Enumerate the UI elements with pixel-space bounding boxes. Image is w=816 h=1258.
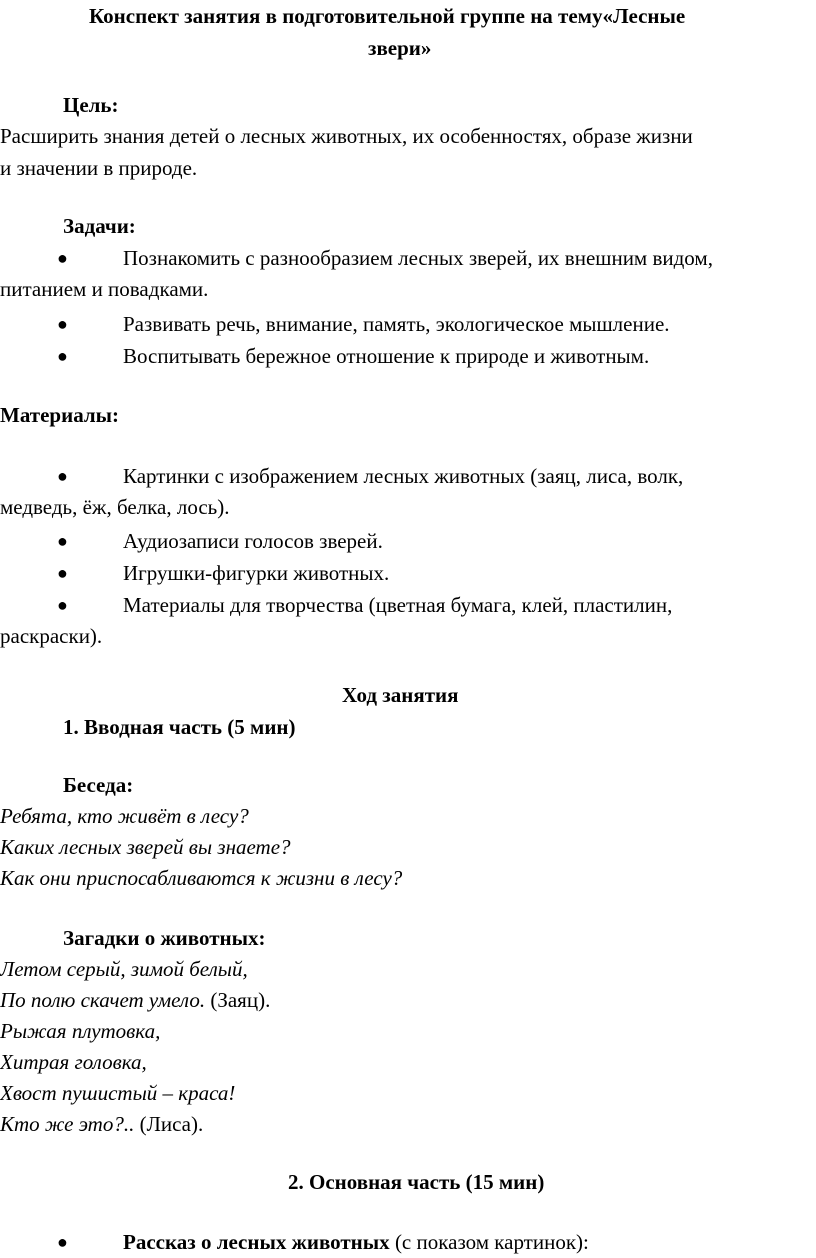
riddle-line-3: Рыжая плутовка,	[0, 1019, 161, 1043]
tasks-heading: Задачи:	[63, 214, 136, 238]
riddle-answer-hare: (Заяц).	[210, 988, 271, 1012]
material-item-text: Картинки с изображением лесных животных (заяц, лиса, волк,	[123, 464, 684, 488]
bullet-icon: ●	[57, 531, 68, 551]
riddle-line-2-text: По полю скачет умело.	[0, 988, 206, 1012]
goal-text-line-1: Расширить знания детей о лесных животных, их особенностях, образе жизни	[0, 124, 693, 148]
bullet-icon: ●	[57, 595, 68, 615]
task-item-text: Развивать речь, внимание, память, экологическое мышление.	[123, 312, 670, 336]
material-item-text: Материалы для творчества (цветная бумага, клей, пластилин,	[123, 593, 673, 617]
talk-question-3: Как они приспосабливаются к жизни в лесу?	[0, 866, 403, 890]
bullet-icon: ●	[57, 248, 68, 268]
bullet-icon: ●	[57, 466, 68, 486]
task-item-text-cont: питанием и повадками.	[0, 277, 209, 301]
riddle-answer-fox: (Лиса).	[134, 1112, 204, 1136]
task-item-text: Познакомить с разнообразием лесных зверей, их внешним видом,	[123, 246, 713, 270]
title-line-1: Конспект занятия в подготовительной группе на тему«Лесные	[89, 4, 686, 28]
bullet-icon: ●	[57, 314, 68, 334]
bullet-icon: ●	[57, 1232, 68, 1252]
talk-heading: Беседа:	[63, 773, 134, 797]
task-item-text: Воспитывать бережное отношение к природе и животным.	[123, 344, 650, 368]
talk-question-2: Каких лесных зверей вы знаете?	[0, 835, 291, 859]
story-item-text	[123, 1226, 589, 1258]
goal-text-line-2: и значении в природе.	[0, 156, 198, 180]
material-item-text-cont: раскраски).	[0, 624, 103, 648]
bullet-icon: ●	[57, 563, 68, 583]
talk-question-1: Ребята, кто живёт в лесу?	[0, 804, 249, 828]
part-1-heading: 1. Вводная часть (5 мин)	[63, 715, 296, 739]
material-item-text-cont: медведь, ёж, белка, лось).	[0, 495, 230, 519]
riddle-line-5: Хвост пушистый – краса!	[0, 1081, 236, 1105]
story-item-rest: (с показом картинок):	[389, 1230, 589, 1254]
riddle-line-1: Летом серый, зимой белый,	[0, 957, 248, 981]
materials-heading: Материалы:	[0, 403, 120, 427]
riddles-heading: Загадки о животных:	[63, 926, 266, 950]
lesson-heading: Ход занятия	[342, 683, 459, 707]
title-line-2: звери»	[368, 36, 432, 60]
material-item-text: Игрушки-фигурки животных.	[123, 561, 390, 585]
riddle-line-6	[0, 1108, 203, 1140]
riddle-line-6-text: Кто же это?..	[0, 1112, 135, 1136]
riddle-line-2	[0, 984, 270, 1016]
goal-heading: Цель:	[63, 93, 119, 117]
story-item-bold: Рассказ о лесных животных	[123, 1230, 390, 1254]
bullet-icon: ●	[57, 346, 68, 366]
riddle-line-4: Хитрая головка,	[0, 1050, 147, 1074]
material-item-text: Аудиозаписи голосов зверей.	[123, 529, 383, 553]
part-2-heading: 2. Основная часть (15 мин)	[288, 1170, 545, 1194]
